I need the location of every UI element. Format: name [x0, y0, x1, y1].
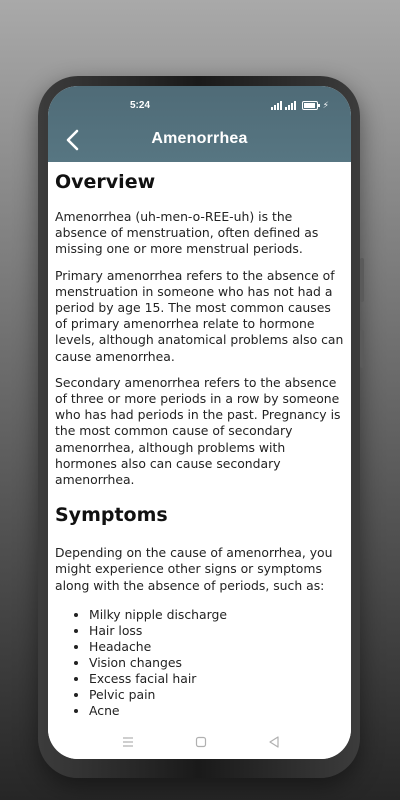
list-item: • Acne [89, 703, 345, 719]
status-bar [48, 100, 351, 116]
phone-side-button [360, 258, 364, 302]
nav-home-button[interactable] [189, 731, 213, 753]
phone-screen [48, 86, 351, 759]
status-time: 5:24 [130, 100, 151, 111]
home-icon [189, 731, 213, 753]
article-content [55, 166, 345, 719]
signal-icon [271, 101, 282, 110]
overview-paragraph: Amenorrhea (uh-men-o-REE-uh) is the absence of menstruation, often defined as missing one or more menstrual periods. [55, 209, 319, 257]
overview-heading: Overview [55, 171, 156, 193]
symptoms-list [55, 607, 345, 719]
battery-icon [302, 101, 318, 110]
list-item: • Headache [89, 639, 345, 655]
symptoms-intro: Depending on the cause of amenorrhea, you might experience other signs or symptoms along with the absence of periods, such as: [55, 545, 333, 593]
phone-side-button [360, 330, 364, 368]
list-item: • Pelvic pain [89, 687, 345, 703]
menu-icon [116, 731, 140, 753]
list-item: • Excess facial hair [89, 671, 345, 687]
list-item: • Vision changes [89, 655, 345, 671]
status-icons [271, 101, 329, 110]
back-triangle-icon [262, 731, 286, 753]
list-item: • Milky nipple discharge [89, 607, 345, 623]
nav-menu-button[interactable] [116, 731, 140, 753]
symptoms-heading: Symptoms [55, 504, 168, 527]
charging-icon: ⚡ [322, 100, 329, 110]
nav-back-button[interactable] [262, 731, 286, 753]
overview-paragraph: Primary amenorrhea refers to the absence of menstruation in someone who has not had a period by age 15. The most common causes of primary amenorrhea relate to hormone levels, although anatomical problems also can cause amenorrhea. [55, 267, 344, 364]
app-bar [48, 86, 351, 162]
system-nav-bar [48, 727, 351, 759]
page-title: Amenorrhea [151, 130, 248, 147]
overview-paragraph: Secondary amenorrhea refers to the absence of three or more periods in a row by someone who has had periods in the past. Pregnancy is the most common cause of secondary amenorrhea, although problems with hormones also can cause secondary amenorrhea. [55, 374, 341, 488]
list-item: • Hair loss [89, 623, 345, 639]
signal-icon [285, 101, 296, 110]
